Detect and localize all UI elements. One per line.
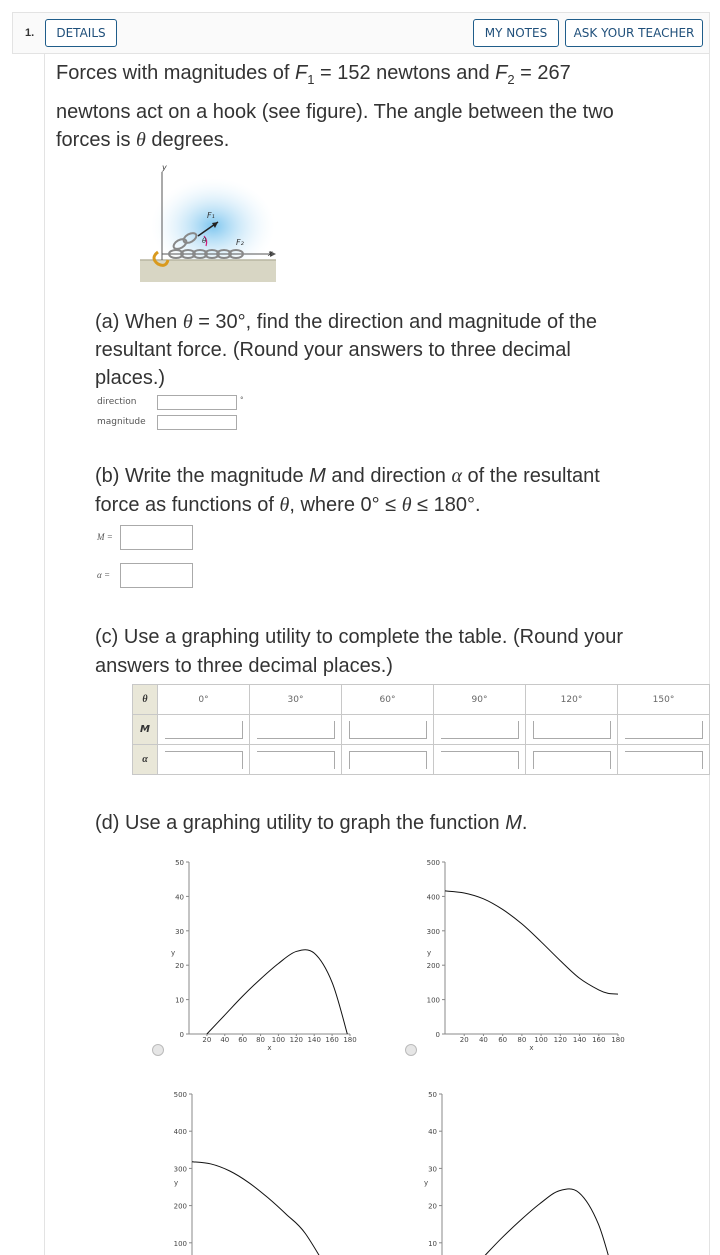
magnitude-input[interactable] (157, 415, 237, 430)
graph-option-b-radio[interactable] (405, 1044, 417, 1056)
y-tick-label: 300 (426, 927, 440, 936)
x-tick-label: 20 (459, 1036, 469, 1044)
y-tick-label: 500 (173, 1091, 187, 1099)
part-b-prompt: (b) Write the magnitude M and direction α of the resultant force as functions of θ, where 0° ≤ θ ≤ 180°. (95, 465, 600, 516)
x-tick-label: 160 (325, 1036, 339, 1044)
x-tick-label: 100 (534, 1036, 548, 1044)
alpha-cell-input[interactable] (165, 751, 243, 769)
y-tick-label: 40 (428, 1128, 437, 1137)
my-notes-button[interactable]: MY NOTES (473, 19, 559, 47)
x-tick-label: 160 (592, 1036, 606, 1044)
magnitude-label: magnitude (97, 417, 146, 427)
y-tick-label: 30 (175, 927, 184, 936)
series-line-M (445, 891, 618, 994)
m-cell-input[interactable] (349, 721, 427, 739)
row-header-theta: θ (133, 685, 158, 715)
m-function-label: M = (97, 532, 113, 542)
alpha-cell-input[interactable] (441, 751, 519, 769)
row-header-m: M (133, 715, 158, 745)
details-button[interactable]: DETAILS (45, 19, 117, 47)
values-table (132, 684, 710, 775)
y-tick-label: 100 (426, 996, 440, 1005)
direction-label: direction (97, 397, 137, 407)
y-tick-label: 200 (426, 962, 440, 971)
svg-text:F₁: F₁ (207, 211, 215, 220)
alpha-cell-input[interactable] (625, 751, 703, 769)
x-tick-label: 40 (478, 1036, 488, 1044)
alpha-function-input[interactable] (120, 563, 193, 588)
column-header: 150° (618, 685, 710, 715)
y-axis-label: y (174, 1179, 179, 1187)
x-tick-label: 140 (307, 1036, 321, 1044)
y-tick-label: 10 (175, 996, 184, 1005)
y-tick-label: 20 (175, 962, 184, 971)
svg-text:x: x (268, 249, 273, 258)
column-header: 120° (526, 685, 618, 715)
y-tick-label: 20 (428, 1202, 437, 1211)
x-tick-label: 20 (202, 1036, 212, 1044)
m-cell-input[interactable] (441, 721, 519, 739)
x-tick-label: 80 (517, 1036, 527, 1044)
graph-option-a-radio[interactable] (152, 1044, 164, 1056)
column-header: 60° (342, 685, 434, 715)
y-axis-label: y (424, 1179, 429, 1187)
y-tick-label: 30 (428, 1165, 437, 1174)
y-tick-label: 0 (435, 1031, 440, 1039)
x-tick-label: 180 (611, 1036, 625, 1044)
x-tick-label: 60 (498, 1036, 508, 1044)
y-tick-label: 10 (428, 1239, 437, 1248)
part-d-prompt: (d) Use a graphing utility to graph the function M. (95, 812, 528, 834)
alpha-function-label: α = (97, 570, 111, 580)
graph-option-c (158, 1084, 378, 1255)
column-header: 30° (250, 685, 342, 715)
alpha-cell-input[interactable] (349, 751, 427, 769)
x-tick-label: 60 (238, 1036, 248, 1044)
question-header (12, 12, 710, 54)
x-axis-label: x (267, 1044, 272, 1052)
ask-your-teacher-button[interactable]: ASK YOUR TEACHER (565, 19, 703, 47)
direction-degree-unit: ° (240, 396, 244, 404)
alpha-cell-input[interactable] (257, 751, 335, 769)
question-number: 1. (25, 27, 35, 39)
y-tick-label: 200 (173, 1202, 187, 1211)
table-row-m (133, 715, 710, 745)
y-tick-label: 0 (179, 1031, 184, 1039)
y-tick-label: 50 (175, 859, 184, 867)
y-axis-label: y (171, 949, 176, 957)
y-tick-label: 400 (426, 893, 440, 902)
x-tick-label: 40 (220, 1036, 230, 1044)
y-tick-label: 500 (426, 859, 440, 867)
question-intro: Forces with magnitudes of $F_1 = 152$ newtons and $F_2 = 267$ newtons act on a hook (see figure). The angle between the two forces is θ degrees. (56, 62, 614, 151)
figure-ground (140, 260, 276, 282)
x-tick-label: 140 (572, 1036, 587, 1044)
column-header: 90° (434, 685, 526, 715)
y-tick-label: 50 (428, 1091, 437, 1099)
m-cell-input[interactable] (257, 721, 335, 739)
x-axis-label: x (529, 1044, 534, 1052)
y-tick-label: 100 (173, 1239, 187, 1248)
column-header: 0° (158, 685, 250, 715)
series-line-M (462, 1189, 616, 1255)
m-cell-input[interactable] (533, 721, 611, 739)
m-cell-input[interactable] (625, 721, 703, 739)
graph-option-d (414, 1084, 634, 1255)
svg-text:F₂: F₂ (236, 238, 244, 247)
force-diagram-figure (138, 164, 280, 290)
x-tick-label: 180 (343, 1036, 357, 1044)
series-line-M (192, 1162, 334, 1255)
m-cell-input[interactable] (165, 721, 243, 739)
y-tick-label: 300 (173, 1165, 187, 1174)
y-tick-label: 400 (173, 1128, 187, 1137)
x-tick-label: 120 (289, 1036, 304, 1044)
direction-input[interactable] (157, 395, 237, 410)
x-tick-label: 100 (271, 1036, 286, 1044)
row-header-alpha: α (133, 745, 158, 775)
x-tick-label: 120 (553, 1036, 568, 1044)
graph-option-a (158, 852, 378, 1056)
y-axis-label: y (427, 949, 432, 957)
alpha-cell-input[interactable] (533, 751, 611, 769)
x-tick-label: 80 (256, 1036, 266, 1044)
table-row-theta (133, 685, 710, 715)
svg-text:y: y (162, 164, 167, 172)
y-tick-label: 40 (175, 893, 184, 902)
table-row-alpha (133, 745, 710, 775)
m-function-input[interactable] (120, 525, 193, 550)
svg-text:θ: θ (202, 237, 207, 245)
graph-option-b (414, 852, 634, 1056)
part-c-prompt: (c) Use a graphing utility to complete the table. (Round your answers to three decimal places.) (95, 626, 624, 677)
series-line-M (207, 950, 347, 1034)
part-a-prompt: (a) When θ = 30°, find the direction and magnitude of the resultant force. (Round your answers to three decimal places.) (95, 311, 598, 389)
